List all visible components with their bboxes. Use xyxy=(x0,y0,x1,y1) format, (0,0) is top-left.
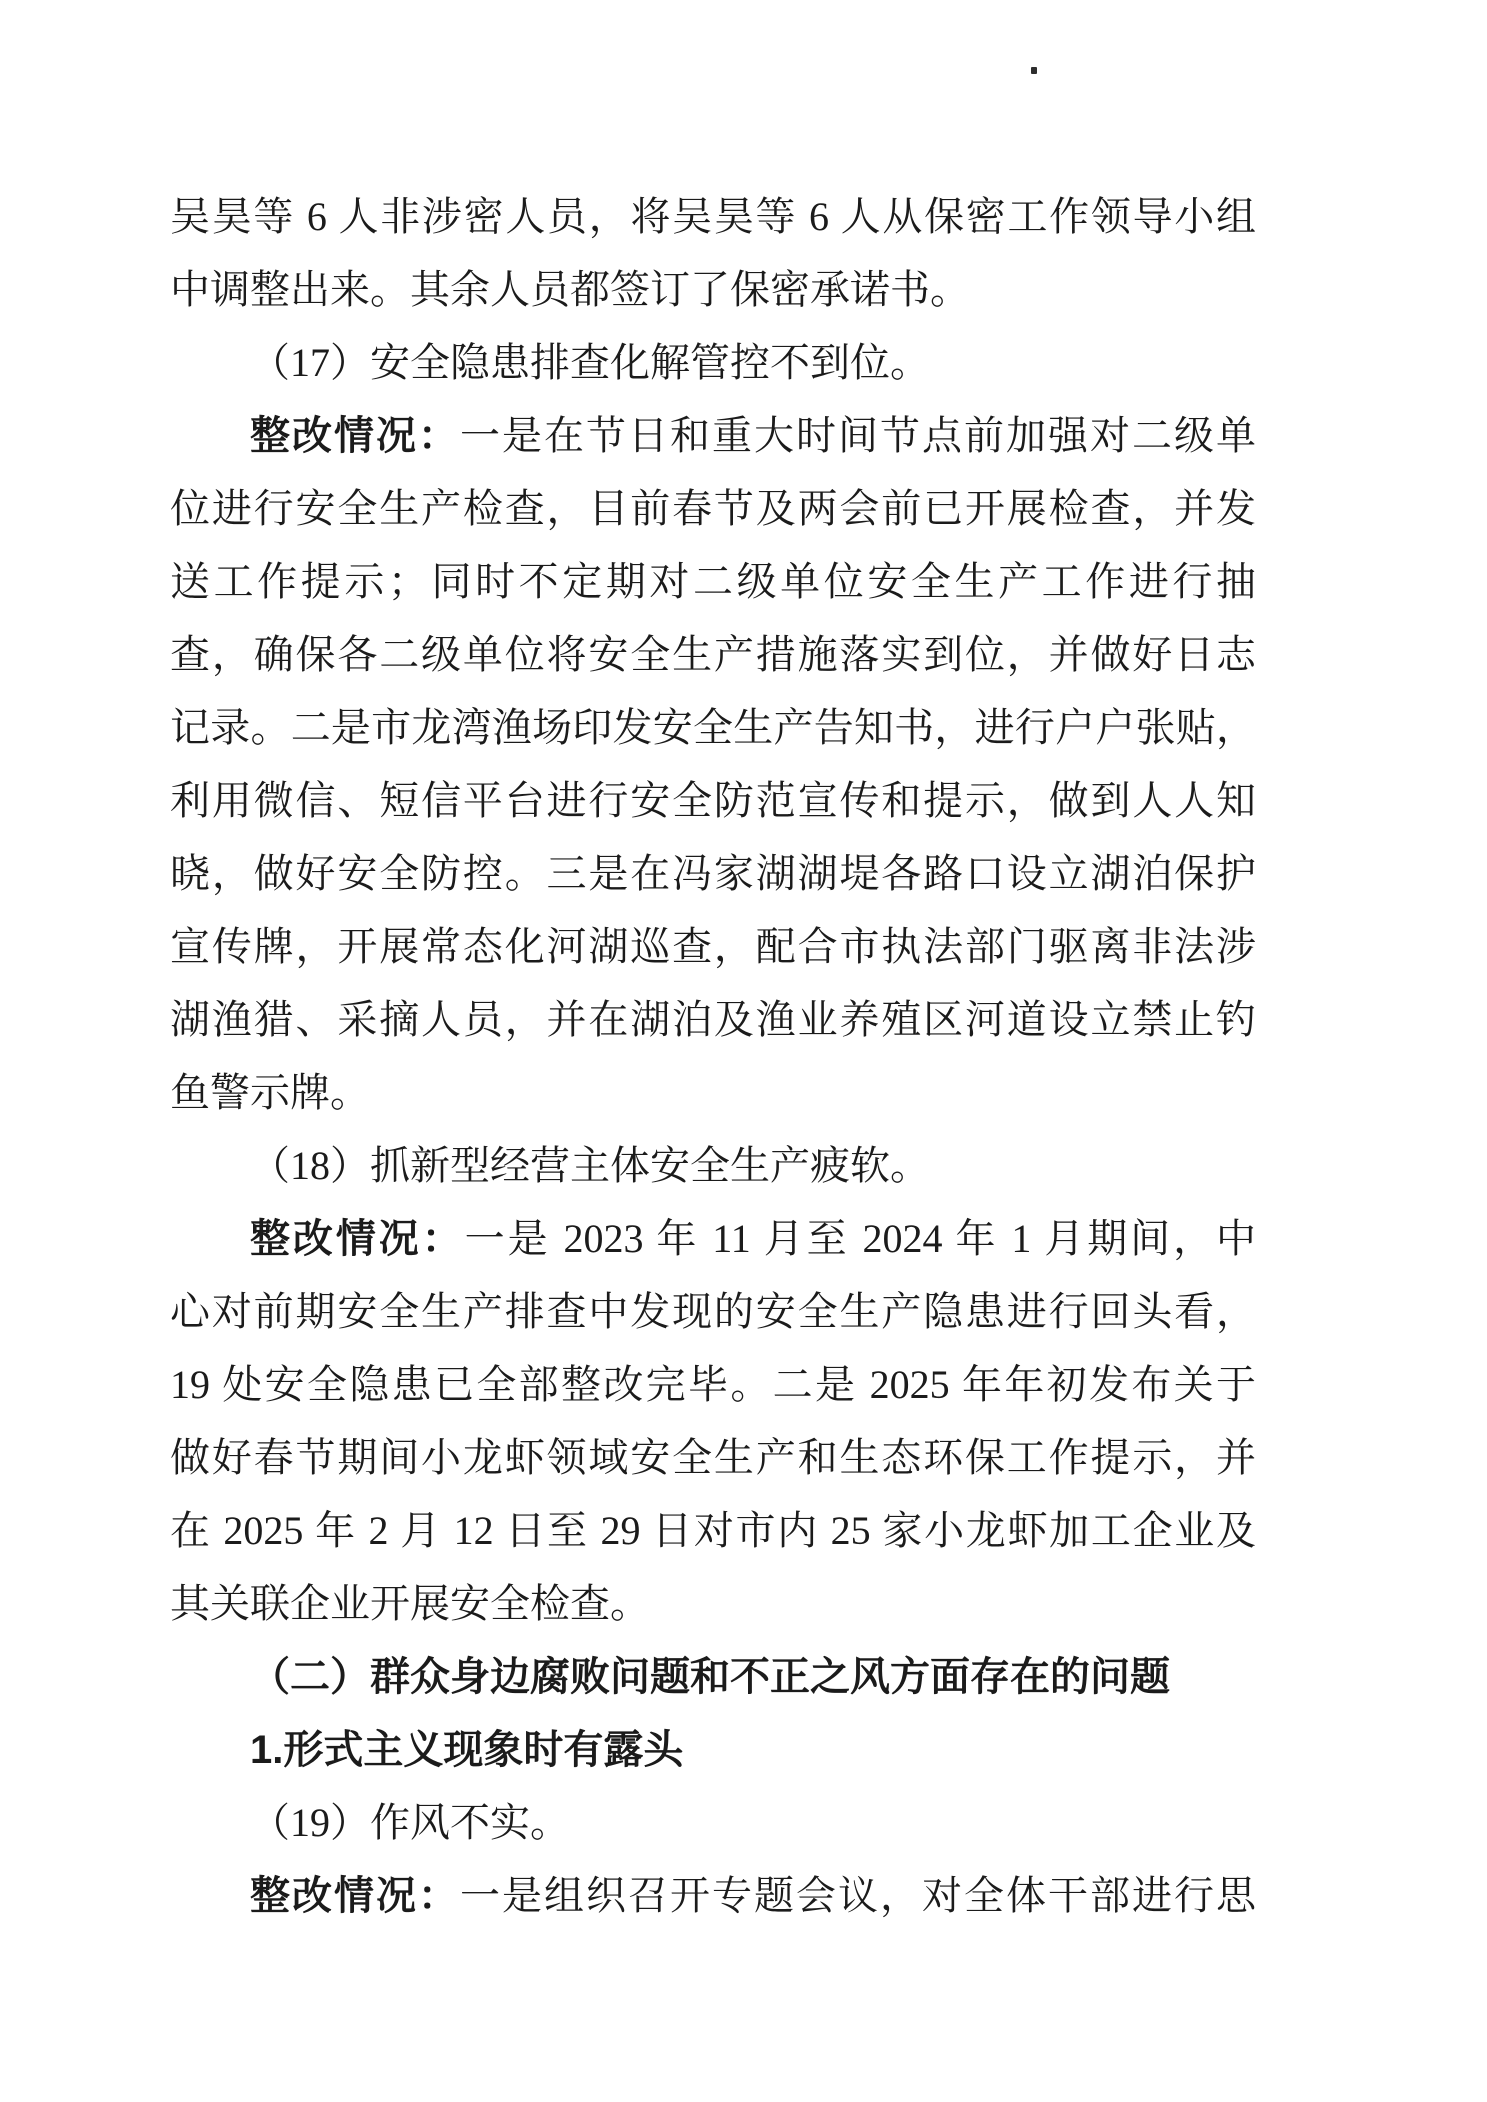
text-line xyxy=(170,618,1256,691)
text-line xyxy=(170,1056,1256,1129)
text-run: 晓，做好安全防控。三是在冯家湖湖堤各路口设立湖泊保护 xyxy=(170,851,1256,896)
text-run: 在 2025 年 2 月 12 日至 29 日对市内 25 家小龙虾加工企业及 xyxy=(170,1508,1256,1553)
text-run: 一是 2023 年 11 月至 2024 年 1 月期间，中 xyxy=(464,1216,1256,1261)
text-line xyxy=(170,1859,1256,1932)
text-line xyxy=(170,326,1256,399)
text-line xyxy=(170,1494,1256,1567)
text-run-bold: 整改情况： xyxy=(250,1874,460,1918)
text-run: 吴昊等 6 人非涉密人员，将吴昊等 6 人从保密工作领导小组 xyxy=(170,194,1256,239)
text-line xyxy=(170,180,1256,253)
text-line xyxy=(170,1348,1256,1421)
text-line xyxy=(170,1567,1256,1640)
text-line xyxy=(170,1786,1256,1859)
text-run: 中调整出来。其余人员都签订了保密承诺书。 xyxy=(170,267,970,312)
text-run: 19 处安全隐患已全部整改完毕。二是 2025 年年初发布关于 xyxy=(170,1362,1256,1407)
text-line xyxy=(170,1275,1256,1348)
text-run: 心对前期安全生产排查中发现的安全生产隐患进行回头看， xyxy=(170,1289,1256,1334)
text-run: 鱼警示牌。 xyxy=(170,1070,370,1115)
text-line xyxy=(170,837,1256,910)
text-run-bold: （二）群众身边腐败问题和不正之风方面存在的问题 xyxy=(250,1654,1170,1699)
text-run: （18）抓新型经营主体安全生产疲软。 xyxy=(250,1143,930,1188)
text-line xyxy=(170,983,1256,1056)
text-line xyxy=(170,545,1256,618)
text-run: 做好春节期间小龙虾领域安全生产和生态环保工作提示，并 xyxy=(170,1435,1256,1480)
document-body xyxy=(170,180,1256,1932)
text-line xyxy=(170,691,1256,764)
text-line xyxy=(170,764,1256,837)
text-run-bold: 整改情况： xyxy=(250,414,460,458)
text-line xyxy=(170,1421,1256,1494)
text-run: （17）安全隐患排查化解管控不到位。 xyxy=(250,340,930,385)
text-run: 一是组织召开专题会议，对全体干部进行思 xyxy=(460,1873,1256,1918)
text-run: 送工作提示；同时不定期对二级单位安全生产工作进行抽 xyxy=(170,559,1256,604)
scan-speck-artifact xyxy=(1031,67,1037,74)
text-line xyxy=(170,1129,1256,1202)
text-run: 位进行安全生产检查，目前春节及两会前已开展检查，并发 xyxy=(170,486,1256,531)
text-line xyxy=(170,910,1256,983)
text-run-bold: 1.形式主义现象时有露头 xyxy=(250,1728,684,1772)
text-run: 其关联企业开展安全检查。 xyxy=(170,1581,650,1626)
text-run: 记录。二是市龙湾渔场印发安全生产告知书，进行户户张贴， xyxy=(170,705,1256,750)
text-run: 宣传牌，开展常态化河湖巡查，配合市执法部门驱离非法涉 xyxy=(170,924,1256,969)
text-run-bold: 整改情况： xyxy=(250,1217,465,1261)
text-line xyxy=(170,253,1256,326)
text-run: （19）作风不实。 xyxy=(250,1800,570,1845)
text-run: 查，确保各二级单位将安全生产措施落实到位，并做好日志 xyxy=(170,632,1256,677)
text-line xyxy=(170,1713,1256,1786)
text-run: 湖渔猎、采摘人员，并在湖泊及渔业养殖区河道设立禁止钓 xyxy=(170,997,1256,1042)
text-line xyxy=(170,1202,1256,1275)
text-run: 一是在节日和重大时间节点前加强对二级单 xyxy=(460,413,1256,458)
text-line xyxy=(170,1640,1256,1713)
text-line xyxy=(170,399,1256,472)
text-line xyxy=(170,472,1256,545)
text-run: 利用微信、短信平台进行安全防范宣传和提示，做到人人知 xyxy=(170,778,1256,823)
